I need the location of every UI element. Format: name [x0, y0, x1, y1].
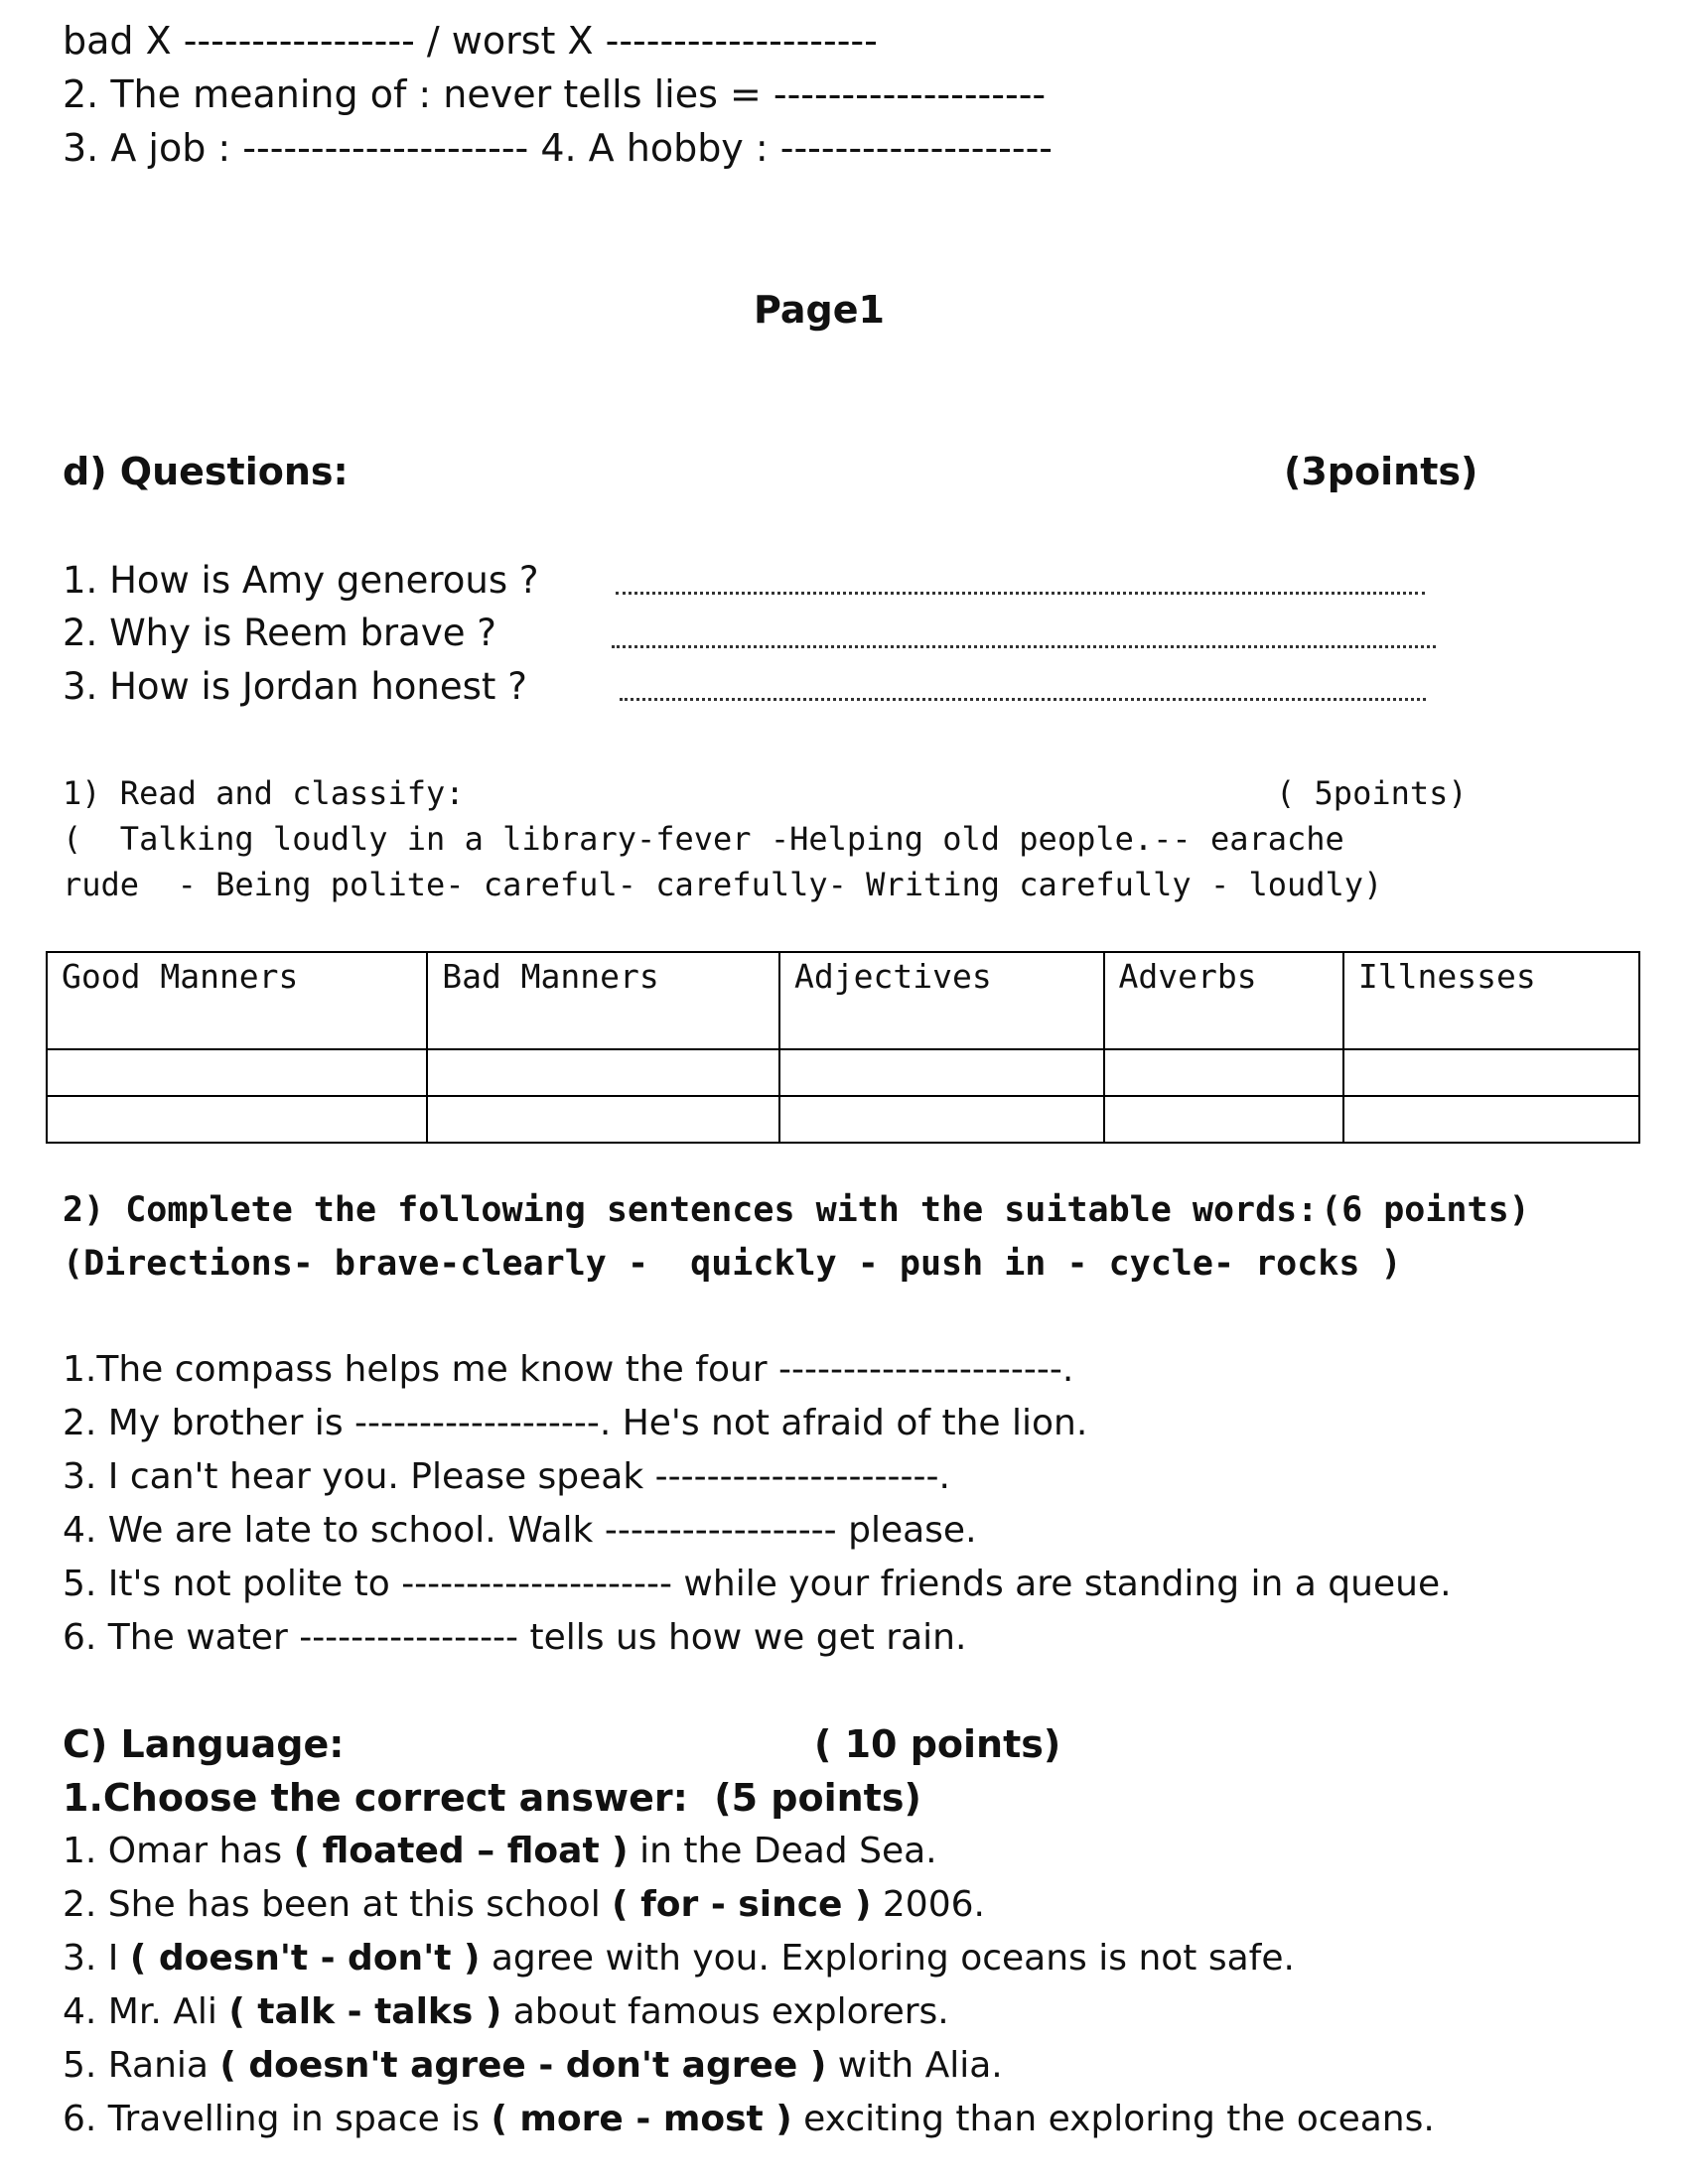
choice-item-6: [63, 2097, 1435, 2142]
choice-options[interactable]: ( doesn't - don't ): [129, 1938, 481, 1979]
choice-item-5: [63, 2043, 1003, 2089]
answer-line-3[interactable]: [620, 698, 1426, 701]
sentence-2: 2. My brother is -------------------. He's not afraid of the lion.: [63, 1403, 1088, 1443]
language-title: C) Language:: [63, 1722, 345, 1766]
choice-pre: 2. She has been at this school: [63, 1884, 613, 1925]
language-subtitle: 1.Choose the correct answer: (5 points): [63, 1776, 921, 1820]
classify-points: ( 5points): [1276, 774, 1468, 812]
sentence-4: 4. We are late to school. Walk ------------------ please.: [63, 1510, 977, 1551]
choice-options[interactable]: ( doesn't agree - don't agree ): [219, 2045, 827, 2086]
choice-item-3: [63, 1936, 1295, 1981]
top-line-1: bad X ----------------- / worst X --------------------: [63, 19, 878, 63]
choice-pre: 5. Rania: [63, 2045, 220, 2086]
choice-post: in the Dead Sea.: [628, 1831, 937, 1871]
choice-post: exciting than exploring the oceans.: [791, 2099, 1435, 2139]
questions-points: (3points): [1284, 450, 1478, 493]
choice-item-1: [63, 1829, 937, 1874]
table-cell[interactable]: [47, 1049, 427, 1096]
table-cell[interactable]: [47, 1096, 427, 1143]
header-adjectives: Adjectives: [779, 952, 1103, 1049]
choice-item-2: [63, 1882, 985, 1928]
header-good-manners: Good Manners: [47, 952, 427, 1049]
top-line-3: 3. A job : --------------------- 4. A hobby : --------------------: [63, 126, 1053, 170]
answer-line-2[interactable]: [612, 645, 1436, 648]
questions-title: d) Questions:: [63, 450, 349, 493]
choice-pre: 6. Travelling in space is: [63, 2099, 492, 2139]
classify-table: [46, 951, 1640, 1144]
complete-words: (Directions- brave-clearly - quickly - push in - cycle- rocks ): [63, 1244, 1402, 1284]
table-cell[interactable]: [779, 1049, 1103, 1096]
choice-options[interactable]: ( talk - talks ): [228, 1991, 502, 2032]
header-illnesses: Illnesses: [1343, 952, 1639, 1049]
complete-title: 2) Complete the following sentences with the suitable words:: [63, 1190, 1319, 1230]
choice-options[interactable]: ( for - since ): [612, 1884, 872, 1925]
choice-pre: 4. Mr. Ali: [63, 1991, 229, 2032]
table-cell[interactable]: [1104, 1096, 1343, 1143]
choice-item-4: [63, 1989, 949, 2035]
table-cell[interactable]: [427, 1096, 779, 1143]
classify-words-1: ( Talking loudly in a library-fever -Helping old people.-- earache: [63, 820, 1344, 858]
table-cell[interactable]: [1343, 1049, 1639, 1096]
choice-options[interactable]: ( floated – float ): [293, 1831, 629, 1871]
page-label: Page1: [754, 288, 885, 332]
answer-line-1[interactable]: [616, 592, 1425, 595]
complete-points: (6 points): [1321, 1190, 1530, 1230]
sentence-1: 1.The compass helps me know the four ----------------------.: [63, 1349, 1074, 1390]
question-1: 1. How is Amy generous ?: [63, 559, 539, 602]
choice-post: about famous explorers.: [501, 1991, 949, 2032]
question-3: 3. How is Jordan honest ?: [63, 665, 527, 708]
choice-options[interactable]: ( more - most ): [491, 2099, 792, 2139]
classify-words-2: rude - Being polite- careful- carefully- Writing carefully - loudly): [63, 866, 1383, 903]
sentence-3: 3. I can't hear you. Please speak ----------------------.: [63, 1456, 950, 1497]
table-cell[interactable]: [779, 1096, 1103, 1143]
header-bad-manners: Bad Manners: [427, 952, 779, 1049]
choice-pre: 1. Omar has: [63, 1831, 294, 1871]
choice-pre: 3. I: [63, 1938, 130, 1979]
choice-post: 2006.: [871, 1884, 985, 1925]
choice-post: agree with you. Exploring oceans is not safe.: [480, 1938, 1295, 1979]
table-cell[interactable]: [427, 1049, 779, 1096]
language-points: ( 10 points): [814, 1722, 1061, 1766]
question-2: 2. Why is Reem brave ?: [63, 612, 496, 654]
classify-title: 1) Read and classify:: [63, 774, 465, 812]
choice-post: with Alia.: [826, 2045, 1003, 2086]
table-cell[interactable]: [1104, 1049, 1343, 1096]
sentence-6: 6. The water ----------------- tells us how we get rain.: [63, 1617, 967, 1658]
table-cell[interactable]: [1343, 1096, 1639, 1143]
header-adverbs: Adverbs: [1104, 952, 1343, 1049]
sentence-5: 5. It's not polite to --------------------- while your friends are standing in a queue.: [63, 1564, 1452, 1604]
top-line-2: 2. The meaning of : never tells lies = --------------------: [63, 72, 1047, 116]
